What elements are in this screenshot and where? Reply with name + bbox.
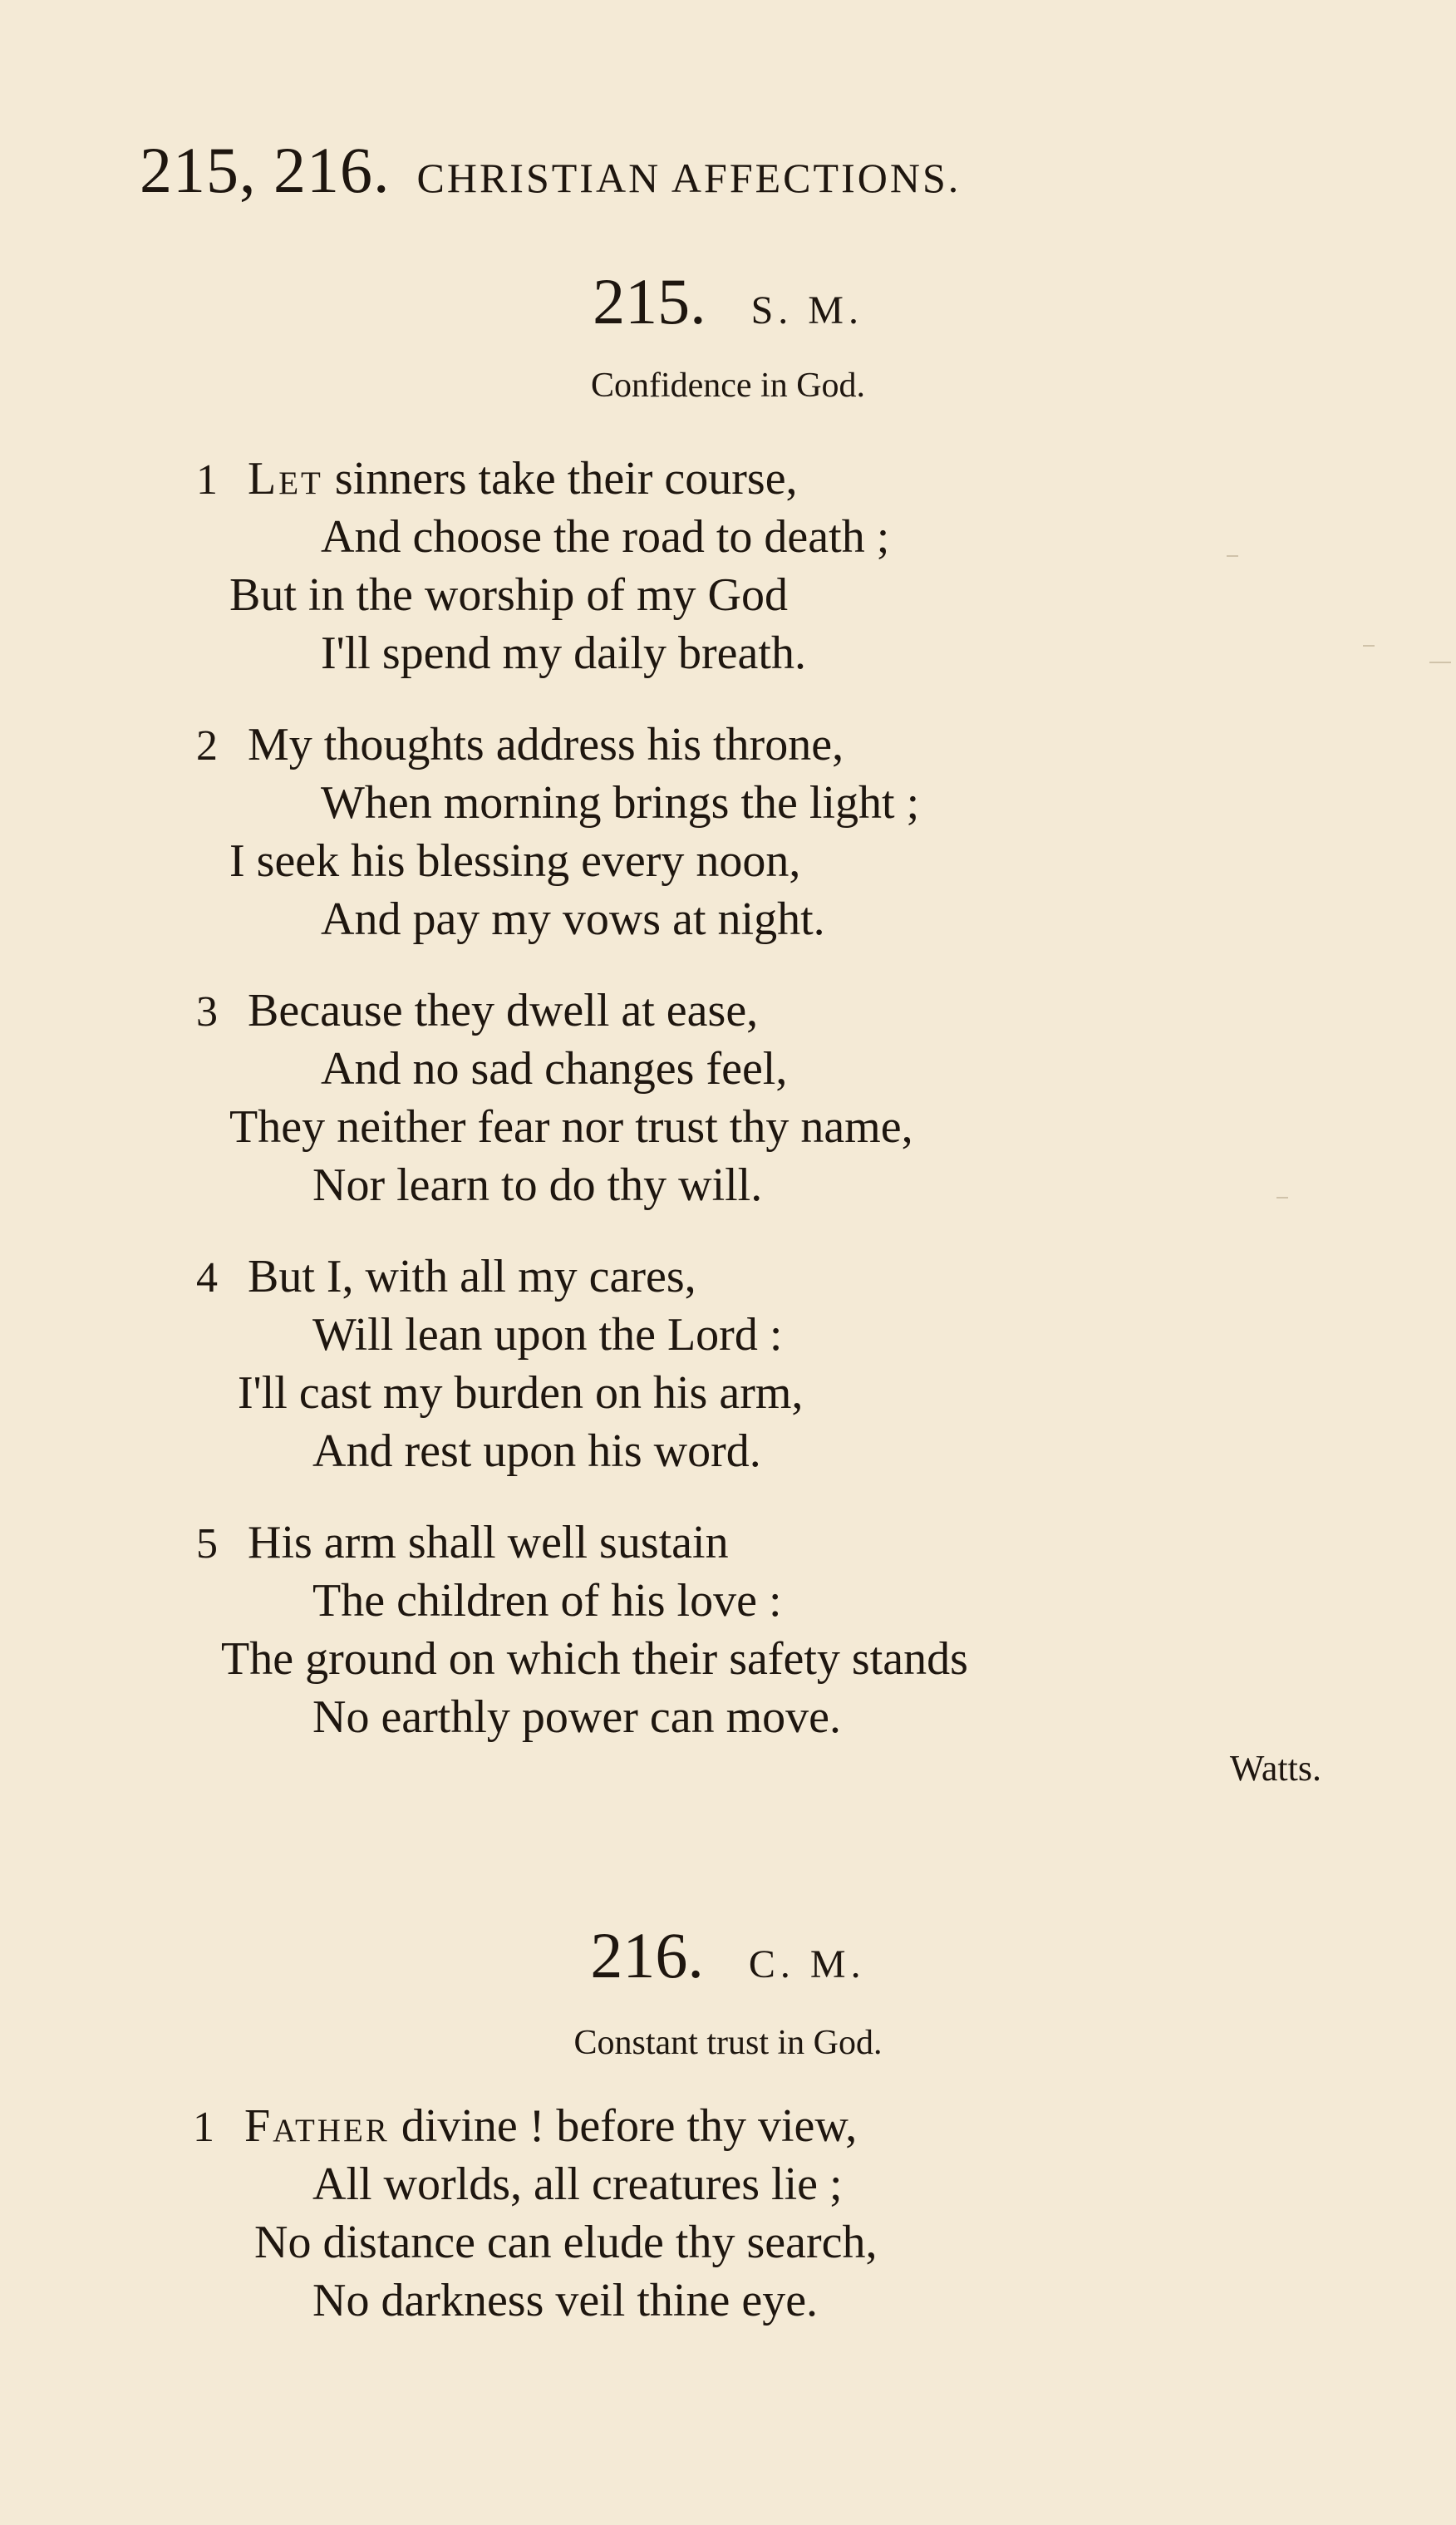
- verse-line: And no sad changes feel,: [321, 1043, 788, 1095]
- attribution: Watts.: [1229, 1748, 1321, 1789]
- verse-line: [196, 1253, 696, 1300]
- first-word: Father: [244, 2100, 390, 2152]
- verse-line: [196, 1519, 729, 1566]
- verse-line: Nor learn to do thy will.: [312, 1159, 763, 1211]
- verse-line: I seek his blessing every noon,: [229, 835, 801, 887]
- running-header: [140, 133, 1270, 206]
- paper-mark: [1276, 1197, 1288, 1199]
- page-numbers: 215, 216.: [140, 134, 391, 206]
- verse-line: [193, 2100, 858, 2152]
- verse-line: And choose the road to death ;: [321, 511, 890, 563]
- verse-line: The ground on which their safety stands: [221, 1633, 968, 1685]
- hymn-number: 215.: [593, 265, 706, 337]
- line-text: sinners take their course,: [322, 453, 798, 505]
- hymn-216-heading: [0, 1918, 1456, 1993]
- verse-line: No darkness veil thine eye.: [312, 2275, 819, 2326]
- stanza-number: 1: [196, 456, 218, 504]
- verse-line: [196, 987, 758, 1034]
- hymn-216-subtitle: Constant trust in God.: [573, 2024, 883, 2062]
- hymn-meter: C. M.: [748, 1942, 866, 1986]
- line-text: His arm shall well sustain: [248, 1517, 729, 1568]
- verse-line: The children of his love :: [312, 1575, 782, 1627]
- hymn-number: 216.: [590, 1919, 704, 1991]
- line-text: But I, with all my cares,: [248, 1251, 696, 1302]
- paper-mark: [1429, 662, 1451, 663]
- verse-line: No earthly power can move.: [312, 1691, 841, 1743]
- verse-line: I'll spend my daily breath.: [321, 628, 806, 679]
- verse-line: [196, 721, 844, 768]
- stanza-number: 1: [193, 2104, 214, 2151]
- stanza-number: 3: [196, 988, 218, 1036]
- verse-line: But in the worship of my God: [229, 569, 788, 621]
- first-word: Let: [248, 453, 323, 505]
- hymn-meter: S. M.: [750, 288, 863, 332]
- line-text: My thoughts address his throne,: [248, 719, 844, 770]
- verse-line: And rest upon his word.: [312, 1425, 761, 1477]
- line-text: divine ! before thy view,: [389, 2100, 858, 2152]
- paper-mark: [1227, 555, 1238, 557]
- stanza-number: 2: [196, 722, 218, 770]
- hymn-215-subtitle: Confidence in God.: [590, 367, 866, 405]
- verse-line: Will lean upon the Lord :: [312, 1309, 783, 1361]
- stanza-number: 4: [196, 1254, 218, 1302]
- verse-line: All worlds, all creatures lie ;: [312, 2158, 843, 2210]
- verse-line: I'll cast my burden on his arm,: [238, 1367, 804, 1419]
- section-title: CHRISTIAN AFFECTIONS.: [416, 155, 962, 201]
- hymn-215-heading: [0, 264, 1456, 339]
- stanza-number: 5: [196, 1520, 218, 1568]
- paper-mark: [1363, 645, 1375, 647]
- verse-line: [196, 453, 798, 505]
- verse-line: When morning brings the light ;: [321, 777, 920, 829]
- verse-line: And pay my vows at night.: [321, 893, 825, 945]
- verse-line: They neither fear nor trust thy name,: [229, 1101, 913, 1153]
- verse-line: No distance can elude thy search,: [254, 2217, 878, 2268]
- line-text: Because they dwell at ease,: [248, 985, 759, 1036]
